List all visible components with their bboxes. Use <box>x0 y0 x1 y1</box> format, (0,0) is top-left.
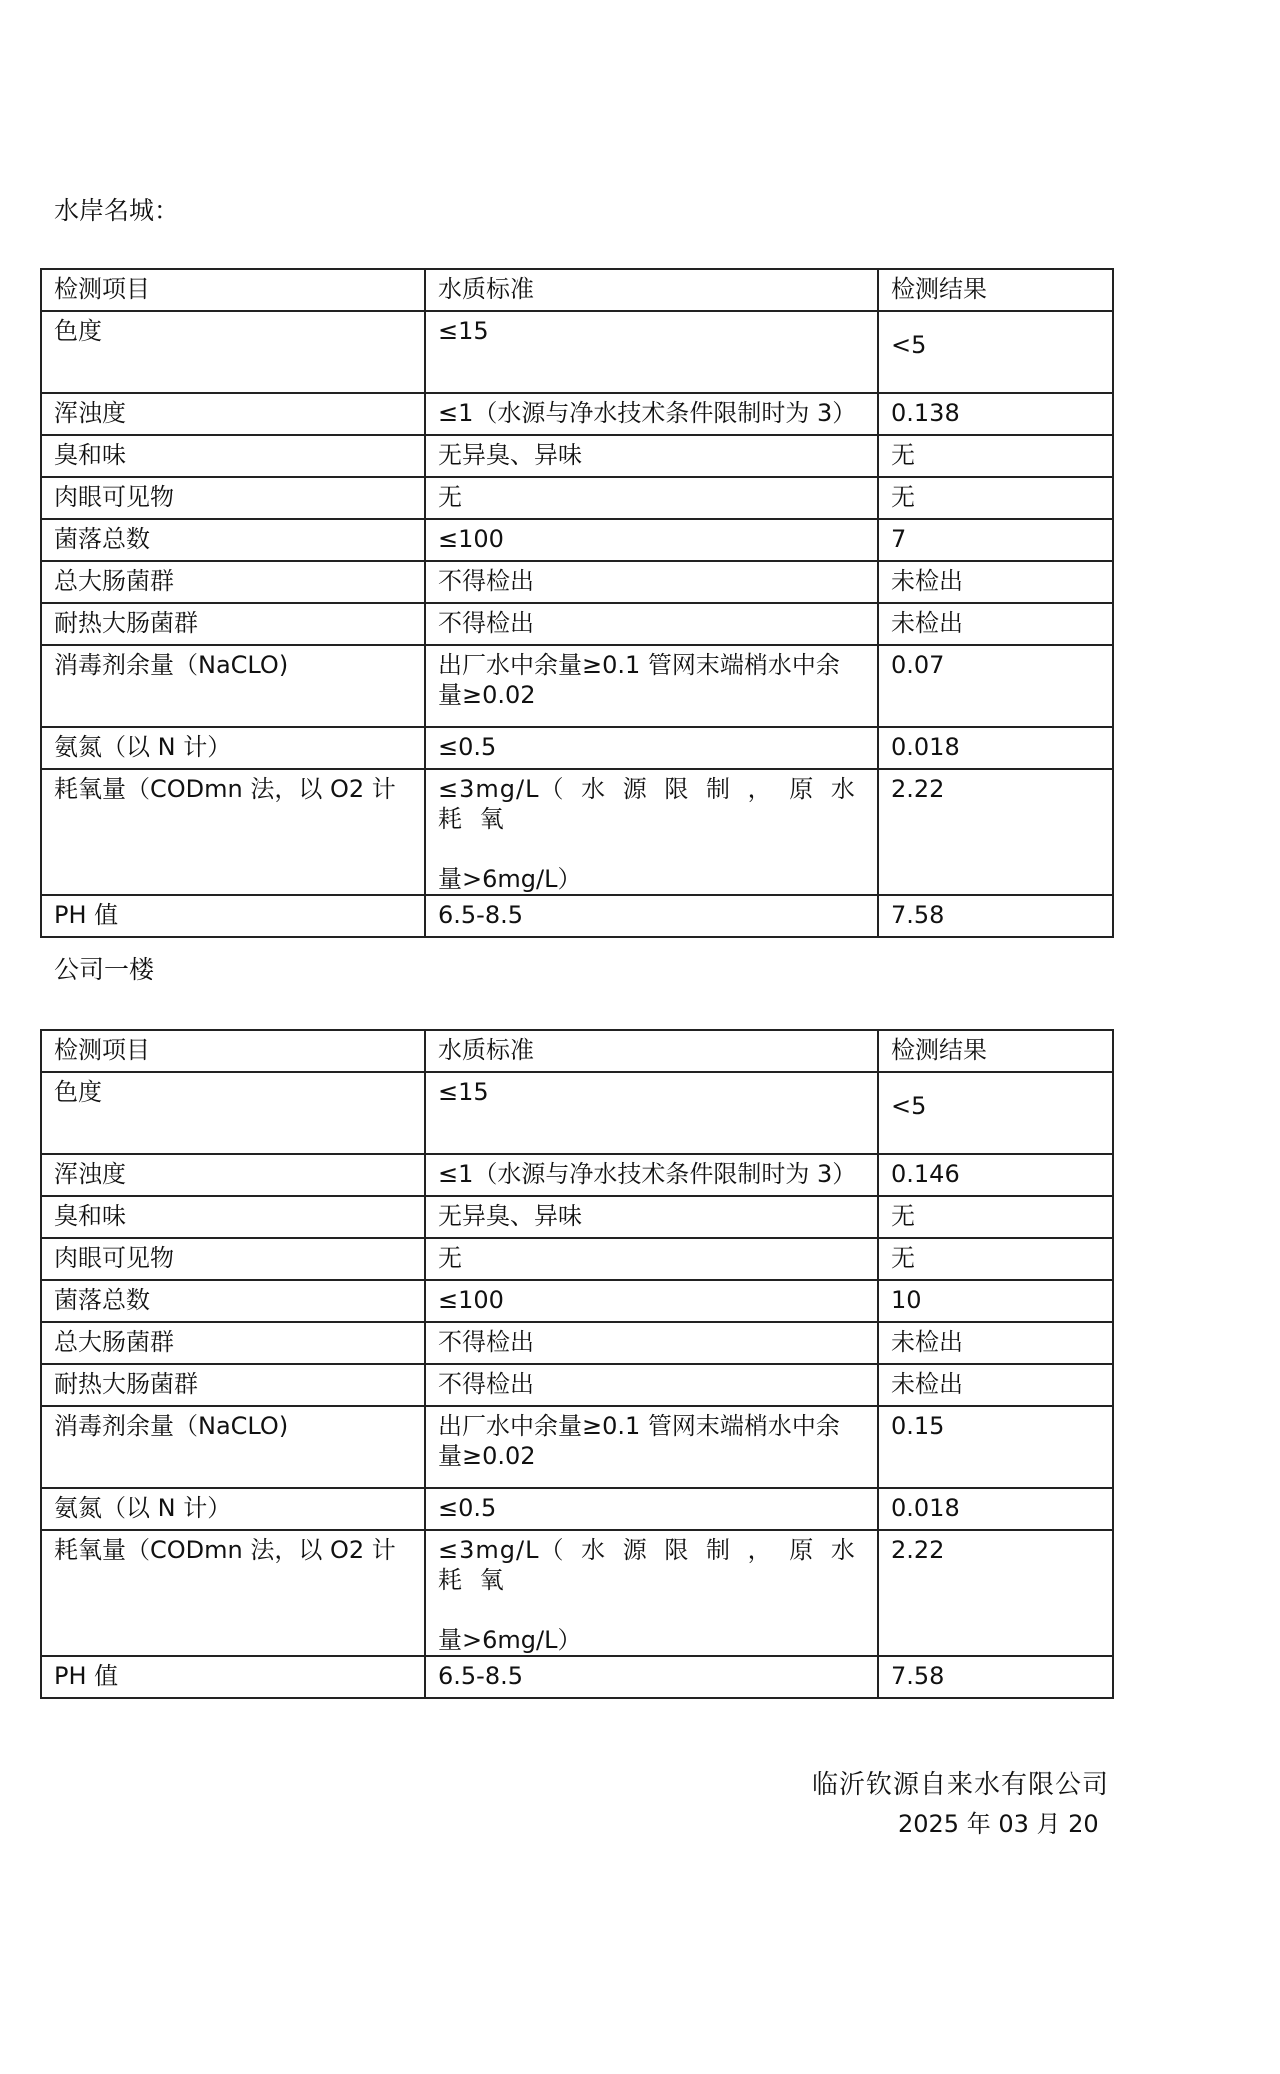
table-row <box>41 1238 1113 1280</box>
table-row <box>41 1406 1113 1488</box>
row-item: 臭和味 <box>41 435 425 477</box>
row-result: 7 <box>878 519 1113 561</box>
row-item: 色度 <box>41 311 425 393</box>
row-standard <box>425 1530 878 1656</box>
table-row <box>41 1196 1113 1238</box>
row-standard: 无 <box>425 1238 878 1280</box>
row-result: 未检出 <box>878 1364 1113 1406</box>
row-standard: 无异臭、异味 <box>425 435 878 477</box>
row-result: 0.15 <box>878 1406 1113 1488</box>
row-result: 无 <box>878 1238 1113 1280</box>
table-row <box>41 561 1113 603</box>
row-item: 耗氧量（CODmn 法，以 O2 计 <box>41 1530 425 1656</box>
table-row <box>41 311 1113 393</box>
row-standard: 6.5-8.5 <box>425 1656 878 1698</box>
table-row <box>41 1322 1113 1364</box>
table-row <box>41 769 1113 895</box>
row-item: 消毒剂余量（NaCLO) <box>41 645 425 727</box>
row-item: 色度 <box>41 1072 425 1154</box>
row-item: 氨氮（以 N 计） <box>41 727 425 769</box>
row-item: 耗氧量（CODmn 法，以 O2 计 <box>41 769 425 895</box>
row-standard: ≤1（水源与净水技术条件限制时为 3） <box>425 1154 878 1196</box>
row-result <box>878 1072 1113 1154</box>
row-result: 7.58 <box>878 1656 1113 1698</box>
row-result: 0.07 <box>878 645 1113 727</box>
table-row <box>41 393 1113 435</box>
row-result: 2.22 <box>878 1530 1113 1656</box>
row-result <box>878 311 1113 393</box>
table-row <box>41 1488 1113 1530</box>
report-date: 2025 年 03 月 20 <box>898 1810 1099 1838</box>
row-item: 臭和味 <box>41 1196 425 1238</box>
table-row <box>41 895 1113 937</box>
row-item: 总大肠菌群 <box>41 561 425 603</box>
row-item: 总大肠菌群 <box>41 1322 425 1364</box>
row-standard-line1: 出厂水中余量≥0.1 管网末端梢水中余 <box>438 1412 840 1440</box>
row-item: 肉眼可见物 <box>41 477 425 519</box>
row-result: 未检出 <box>878 1322 1113 1364</box>
row-standard: ≤1（水源与净水技术条件限制时为 3） <box>425 393 878 435</box>
table-row <box>41 1154 1113 1196</box>
row-item: PH 值 <box>41 895 425 937</box>
row-result: 10 <box>878 1280 1113 1322</box>
row-item: 浑浊度 <box>41 393 425 435</box>
row-result: 未检出 <box>878 603 1113 645</box>
row-standard-line2: 量>6mg/L） <box>438 1626 582 1654</box>
row-item: 消毒剂余量（NaCLO) <box>41 1406 425 1488</box>
table-row <box>41 1364 1113 1406</box>
water-quality-table <box>40 1029 1114 1699</box>
table-row <box>41 1280 1113 1322</box>
row-result: 0.146 <box>878 1154 1113 1196</box>
table-row <box>41 435 1113 477</box>
row-standard: 无 <box>425 477 878 519</box>
row-standard-line1: ≤3mg/L（ 水 源 限 制 ， 原 水 耗 氧 <box>438 775 856 833</box>
row-item: 菌落总数 <box>41 519 425 561</box>
row-standard: 不得检出 <box>425 1322 878 1364</box>
table-row <box>41 603 1113 645</box>
row-standard: 不得检出 <box>425 1364 878 1406</box>
header-result: 检测结果 <box>878 269 1113 311</box>
header-result: 检测结果 <box>878 1030 1113 1072</box>
row-result: 0.138 <box>878 393 1113 435</box>
table-row <box>41 1530 1113 1656</box>
row-standard: ≤0.5 <box>425 1488 878 1530</box>
water-quality-table <box>40 268 1114 938</box>
row-standard: 不得检出 <box>425 561 878 603</box>
row-result: 0.018 <box>878 1488 1113 1530</box>
row-standard: 无异臭、异味 <box>425 1196 878 1238</box>
row-standard-line2: 量>6mg/L） <box>438 865 582 893</box>
section-title: 水岸名城： <box>54 196 180 225</box>
row-standard-line2: 量≥0.02 <box>438 1442 536 1470</box>
row-result-value: <5 <box>891 331 927 359</box>
table-row <box>41 727 1113 769</box>
header-standard: 水质标准 <box>425 1030 878 1072</box>
table-row <box>41 1072 1113 1154</box>
row-standard: ≤15 <box>425 311 878 393</box>
row-result: 无 <box>878 435 1113 477</box>
row-item: 耐热大肠菌群 <box>41 1364 425 1406</box>
row-result: 7.58 <box>878 895 1113 937</box>
table-row <box>41 477 1113 519</box>
row-item: PH 值 <box>41 1656 425 1698</box>
header-item: 检测项目 <box>41 269 425 311</box>
table-row <box>41 645 1113 727</box>
table-header-row <box>41 269 1113 311</box>
section-title: 公司一楼 <box>54 955 155 984</box>
row-standard-line2: 量≥0.02 <box>438 681 536 709</box>
row-item: 菌落总数 <box>41 1280 425 1322</box>
header-item: 检测项目 <box>41 1030 425 1072</box>
row-item: 浑浊度 <box>41 1154 425 1196</box>
row-standard <box>425 769 878 895</box>
row-item: 肉眼可见物 <box>41 1238 425 1280</box>
row-standard: 不得检出 <box>425 603 878 645</box>
row-standard-line1: 出厂水中余量≥0.1 管网末端梢水中余 <box>438 651 840 679</box>
row-result: 未检出 <box>878 561 1113 603</box>
row-standard: 6.5-8.5 <box>425 895 878 937</box>
table-row <box>41 519 1113 561</box>
row-standard-line1: ≤3mg/L（ 水 源 限 制 ， 原 水 耗 氧 <box>438 1536 856 1594</box>
row-result-value: <5 <box>891 1092 927 1120</box>
header-standard: 水质标准 <box>425 269 878 311</box>
row-standard: ≤15 <box>425 1072 878 1154</box>
table-header-row <box>41 1030 1113 1072</box>
row-standard: ≤100 <box>425 1280 878 1322</box>
row-standard <box>425 1406 878 1488</box>
row-result: 无 <box>878 477 1113 519</box>
row-result: 2.22 <box>878 769 1113 895</box>
row-item: 耐热大肠菌群 <box>41 603 425 645</box>
row-standard: ≤100 <box>425 519 878 561</box>
row-result: 无 <box>878 1196 1113 1238</box>
company-name: 临沂钦源自来水有限公司 <box>812 1770 1110 1800</box>
row-result: 0.018 <box>878 727 1113 769</box>
table-row <box>41 1656 1113 1698</box>
row-item: 氨氮（以 N 计） <box>41 1488 425 1530</box>
row-standard <box>425 645 878 727</box>
row-standard: ≤0.5 <box>425 727 878 769</box>
